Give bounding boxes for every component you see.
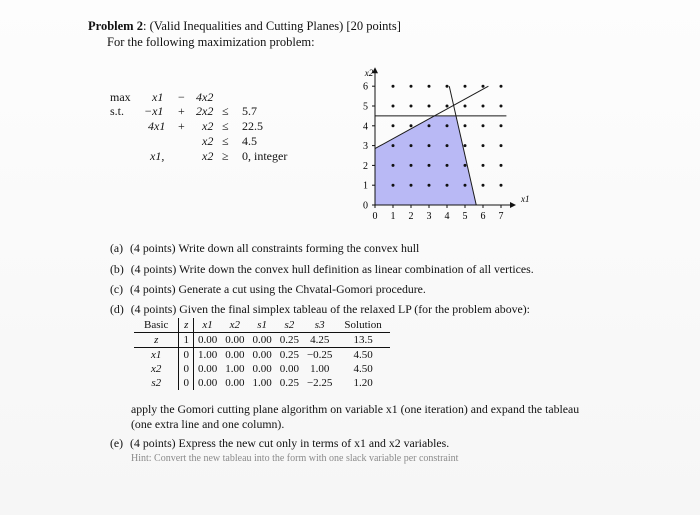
c4-rel: ≥ xyxy=(222,149,229,163)
table-cell: s2 xyxy=(134,376,179,390)
integer-point xyxy=(428,85,431,88)
tableau-header: s1 xyxy=(248,318,275,333)
y-tick-label: 6 xyxy=(363,81,368,93)
c4-rhs: 0, integer xyxy=(242,149,288,163)
y-axis-label: x2 xyxy=(364,68,374,78)
c1-op: + xyxy=(178,104,185,118)
table-cell: 13.5 xyxy=(336,333,389,348)
table-row xyxy=(134,376,390,390)
question-b-label: (b) xyxy=(110,262,124,276)
obj-term-2: 4x2 xyxy=(196,90,214,104)
table-cell: 4.25 xyxy=(303,333,336,348)
question-e-label: (e) xyxy=(110,436,124,450)
table-cell: x2 xyxy=(134,362,179,376)
y-tick-label: 0 xyxy=(363,200,368,212)
table-cell: 0 xyxy=(179,348,194,363)
integer-point xyxy=(464,124,467,127)
tableau-header: z xyxy=(179,318,194,333)
integer-point xyxy=(410,85,413,88)
table-cell: 1.20 xyxy=(353,377,373,389)
integer-point xyxy=(428,105,431,108)
question-d-followup-2: (one extra line and one column). xyxy=(131,417,285,431)
y-tick-label: 3 xyxy=(363,141,368,153)
integer-point xyxy=(392,105,395,108)
x-tick-label: 7 xyxy=(498,211,504,222)
integer-point xyxy=(446,144,449,147)
question-a-label: (a) xyxy=(110,241,124,255)
c2-rhs: 22.5 xyxy=(242,119,263,133)
integer-point xyxy=(464,164,467,167)
integer-point xyxy=(500,184,503,187)
c1-rel: ≤ xyxy=(222,104,229,118)
problem-title xyxy=(88,19,401,34)
table-cell: 1.00 xyxy=(225,363,245,375)
integer-point xyxy=(500,124,503,127)
table-cell: 0.00 xyxy=(279,363,299,375)
table-cell: 1.00 xyxy=(252,377,272,389)
x-axis-label: x1 xyxy=(521,194,530,204)
st-label: s.t. xyxy=(110,104,125,118)
integer-point xyxy=(464,105,467,108)
problem-intro: For the following maximization problem: xyxy=(107,35,315,49)
c1-rhs: 5.7 xyxy=(242,104,257,118)
question-d-followup-1: apply the Gomori cutting plane algorithm on variable x1 (one iteration) and expand the tableau xyxy=(131,402,580,416)
c1-lhs: −x1 xyxy=(144,104,164,118)
c4-x2: x2 xyxy=(202,149,214,163)
integer-point xyxy=(482,184,485,187)
table-cell: 1.00 xyxy=(197,349,218,361)
c1-x2: 2x2 xyxy=(196,104,214,118)
table-cell: z xyxy=(134,333,179,348)
table-cell: 0.00 xyxy=(197,377,218,389)
tableau-header: x2 xyxy=(221,318,248,333)
integer-point xyxy=(500,85,503,88)
integer-point xyxy=(428,144,431,147)
table-cell: 0.25 xyxy=(279,349,299,361)
question-d xyxy=(110,302,530,317)
question-d-text: (4 points) Given the final simplex tableau of the relaxed LP (for the problem above): xyxy=(130,302,530,316)
c3-rhs: 4.5 xyxy=(242,134,257,148)
c4-lhs: x1, xyxy=(150,149,165,163)
integer-point xyxy=(446,124,449,127)
integer-point xyxy=(428,164,431,167)
problem-title-text: : (Valid Inequalities and Cutting Planes) [20 points] xyxy=(142,19,401,33)
table-cell: 0 xyxy=(179,376,194,390)
integer-point xyxy=(500,105,503,108)
table-cell: −0.25 xyxy=(306,349,333,361)
question-c xyxy=(110,282,426,297)
integer-point xyxy=(482,85,485,88)
table-cell: 0.00 xyxy=(221,333,248,348)
integer-point xyxy=(482,164,485,167)
integer-point xyxy=(482,124,485,127)
table-cell: 1.00 xyxy=(310,363,330,375)
x-tick-label: 0 xyxy=(372,211,378,222)
tableau-header: x1 xyxy=(193,318,221,333)
question-c-text: (4 points) Generate a cut using the Chvatal-Gomori procedure. xyxy=(130,282,426,296)
question-d-label: (d) xyxy=(110,302,124,316)
integer-point xyxy=(464,85,467,88)
tableau-header: s3 xyxy=(303,318,336,333)
table-cell: 0 xyxy=(179,362,194,376)
integer-point xyxy=(428,124,431,127)
integer-point xyxy=(482,144,485,147)
tableau-header: s2 xyxy=(276,318,303,333)
integer-point xyxy=(410,164,413,167)
x-tick-label: 4 xyxy=(444,211,450,222)
table-cell: 0.00 xyxy=(225,349,245,361)
c3-rel: ≤ xyxy=(222,134,229,148)
feasible-region-plot xyxy=(345,60,530,230)
table-cell: 0.00 xyxy=(248,333,275,348)
table-cell: −2.25 xyxy=(306,377,333,389)
table-row xyxy=(134,333,390,348)
integer-point xyxy=(464,144,467,147)
question-a xyxy=(110,241,419,256)
table-cell: 0.00 xyxy=(252,349,272,361)
table-cell: 4.50 xyxy=(353,349,373,361)
x-axis-arrow-icon xyxy=(510,202,516,208)
table-cell: 1 xyxy=(179,333,194,348)
c2-lhs: 4x1 xyxy=(148,119,166,133)
integer-point xyxy=(446,105,449,108)
integer-point xyxy=(446,85,449,88)
x-tick-label: 2 xyxy=(408,211,414,222)
table-cell: 0.00 xyxy=(193,333,221,348)
question-c-label: (c) xyxy=(110,282,124,296)
integer-point xyxy=(464,184,467,187)
tableau-header: Basic xyxy=(134,318,179,333)
integer-point xyxy=(500,144,503,147)
integer-point xyxy=(500,164,503,167)
table-cell: 0.25 xyxy=(279,377,299,389)
problem-label: Problem 2 xyxy=(88,19,143,33)
integer-point xyxy=(446,184,449,187)
question-e xyxy=(110,436,449,451)
y-tick-label: 2 xyxy=(363,160,368,172)
x-tick-label: 6 xyxy=(480,211,486,222)
question-b xyxy=(110,262,534,277)
table-cell: 0.00 xyxy=(225,377,245,389)
tableau-header: Solution xyxy=(336,318,389,333)
integer-point xyxy=(392,184,395,187)
x-tick-label: 3 xyxy=(426,211,432,222)
integer-point xyxy=(392,144,395,147)
integer-point xyxy=(410,105,413,108)
obj-term-1: x1 xyxy=(152,90,164,104)
question-e-text: (4 points) Express the new cut only in terms of x1 and x2 variables. xyxy=(130,436,450,450)
max-label: max xyxy=(110,90,131,104)
integer-point xyxy=(410,124,413,127)
table-cell: 0.00 xyxy=(252,363,272,375)
integer-point xyxy=(392,164,395,167)
obj-op: − xyxy=(178,90,185,104)
table-row xyxy=(134,362,390,376)
integer-point xyxy=(392,85,395,88)
y-tick-label: 4 xyxy=(363,121,368,133)
integer-point xyxy=(446,164,449,167)
integer-point xyxy=(410,184,413,187)
feasible-region xyxy=(375,116,476,205)
hint-text: Hint: Convert the new tableau into the form with one slack variable per constraint xyxy=(131,453,459,464)
y-tick-label: 1 xyxy=(363,180,368,192)
table-cell: 4.50 xyxy=(353,363,373,375)
c2-x2: x2 xyxy=(202,119,214,133)
y-tick-label: 5 xyxy=(363,101,368,113)
integer-point xyxy=(482,105,485,108)
question-b-text: (4 points) Write down the convex hull definition as linear combination of all vertices. xyxy=(130,262,534,276)
table-cell: 0.00 xyxy=(197,363,218,375)
question-a-text: (4 points) Write down all constraints forming the convex hull xyxy=(130,241,420,255)
simplex-tableau xyxy=(134,318,390,390)
x-tick-label: 5 xyxy=(462,211,468,222)
integer-point xyxy=(428,184,431,187)
tableau-header-row xyxy=(134,318,390,333)
table-row xyxy=(134,348,390,363)
table-cell: x1 xyxy=(134,348,179,363)
integer-point xyxy=(392,124,395,127)
integer-point xyxy=(410,144,413,147)
table-cell: 0.25 xyxy=(276,333,303,348)
c3-x2: x2 xyxy=(202,134,214,148)
c2-rel: ≤ xyxy=(222,119,229,133)
c2-op: + xyxy=(178,119,185,133)
x-tick-label: 1 xyxy=(390,211,396,222)
